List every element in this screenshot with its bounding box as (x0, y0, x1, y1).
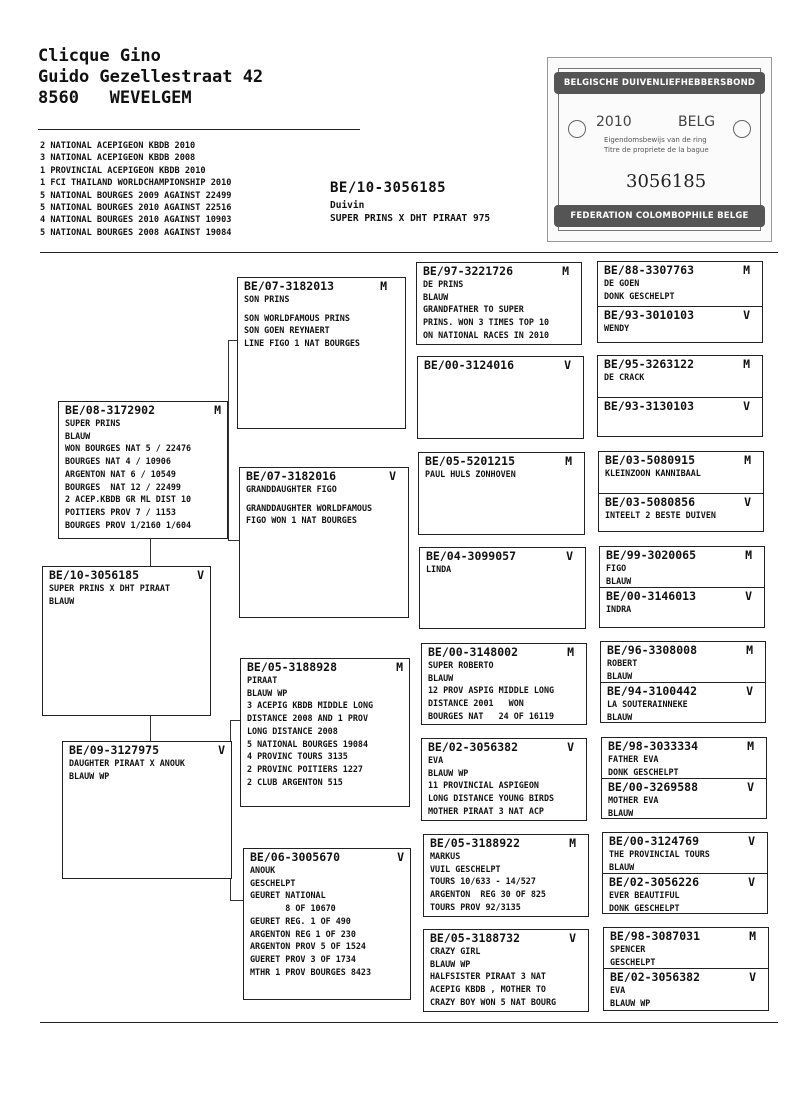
sex-marker: V (569, 931, 576, 945)
ring-number: BE/05-5201215 (425, 454, 516, 468)
pigeon-info: 3 ACEPIG KBDB MIDDLE LONG (247, 700, 374, 711)
owner-city-line (38, 88, 263, 109)
pigeon-info: DISTANCE 2008 AND 1 PROV (247, 713, 369, 724)
pigeon-info: TOURS PROV 92/3135 (430, 901, 521, 912)
pigeon-info: FATHER EVA (608, 754, 659, 764)
pigeon-info: PIRAAT (247, 675, 278, 685)
sex-marker: V (197, 568, 204, 582)
pigeon-info: DE CRACK (604, 372, 645, 382)
certificate-line-1: Eigendomsbewijs van de ring (604, 136, 707, 144)
sex-marker: M (214, 403, 221, 417)
ring-number: BE/00-3124769 (609, 834, 700, 848)
ring-number: BE/94-3100442 (607, 684, 698, 699)
pigeon-info: BLAUW (607, 670, 633, 681)
dam-box (62, 741, 232, 879)
certificate-country: BELG (678, 114, 716, 130)
pigeon-info: LA SOUTERAINNEKE (607, 699, 688, 710)
pigeon-info: LINE FIGO 1 NAT BOURGES (244, 338, 360, 349)
ring-number: BE/00-3124016 (424, 358, 515, 372)
pigeon-info: GUERET PROV 3 OF 1734 (250, 953, 356, 964)
ring-number: BE/07-3182016 (246, 469, 337, 483)
pigeon-info: MOTHER EVA (608, 795, 659, 806)
sex-marker: M (567, 645, 574, 659)
ring-number: BE/93-3130103 (604, 398, 695, 413)
sex-marker: M (562, 264, 569, 278)
crest-left-icon (568, 120, 586, 138)
pigeon-info: DAUGHTER PIRAAT X ANOUK (69, 758, 185, 768)
pigeon-info: FIGO WON 1 NAT BOURGES (246, 515, 357, 526)
ring-number: BE/02-3056382 (610, 970, 701, 985)
pigeon-info: 2 ACEP.KBDB GR ML DIST 10 (65, 494, 192, 505)
sex-marker: V (397, 850, 404, 864)
pigeon-info: TOURS 10/633 - 14/527 (430, 876, 536, 887)
sex-marker: M (744, 453, 751, 467)
sex-marker: V (745, 589, 752, 604)
pigeon-info: THE PROVINCIAL TOURS (609, 849, 710, 859)
owner-city: WEVELGEM (109, 88, 192, 108)
sex-marker: M (746, 643, 753, 657)
sex-marker: V (218, 743, 225, 757)
pigeon-info: SUPER PRINS X DHT PIRAAT (49, 583, 171, 593)
result-item: 5 NATIONAL BOURGES 2008 AGAINST 19084 (40, 227, 232, 238)
certificate-year: 2010 (596, 114, 632, 130)
pigeon-info: POITIERS PROV 7 / 1153 (65, 506, 176, 517)
result-item: 2 NATIONAL ACEPIGEON KBDB 2010 (40, 141, 196, 151)
great-grandparents-box (599, 546, 765, 628)
pigeon-info: WON BOURGES NAT 5 / 22476 (65, 443, 192, 454)
sire-sire-dam-box (417, 356, 584, 439)
pigeon-info: GESCHELPT (610, 956, 656, 967)
sex-marker: M (743, 263, 750, 277)
result-item: 5 NATIONAL BOURGES 2010 AGAINST 22516 (40, 203, 232, 214)
pigeon-info: DONK GESCHELPT (609, 903, 680, 914)
ring-number: BE/05-3188732 (430, 931, 521, 945)
ring-number: BE/00-3146013 (606, 589, 697, 604)
dam-sire-dam-box (421, 738, 587, 821)
pigeon-info: CRAZY GIRL (430, 946, 481, 956)
pigeon-info: ANOUK (250, 865, 276, 875)
pigeon-info: GRANDDAUGHTER WORLDFAMOUS (246, 502, 373, 513)
pigeon-info: BLAUW (606, 575, 632, 586)
subject-breed: Duivin (330, 200, 365, 211)
ring-number: BE/09-3127975 (69, 743, 160, 757)
ring-number: BE/99-3020065 (606, 548, 697, 562)
sex-marker: V (748, 875, 755, 890)
dam-dam-sire-box (423, 834, 589, 917)
crest-right-icon (733, 120, 751, 138)
great-grandparents-box (601, 737, 767, 819)
sex-marker: V (743, 308, 750, 323)
pigeon-info: GESCHELPT (250, 877, 296, 888)
ring-certificate (547, 57, 772, 242)
pigeon-info: BOURGES NAT 4 / 10906 (65, 456, 171, 467)
sex-marker: V (744, 494, 751, 509)
sex-marker: M (380, 279, 387, 293)
ring-number: BE/97-3221726 (423, 264, 514, 278)
pigeon-info: PRINS. WON 3 TIMES TOP 10 (423, 317, 550, 328)
ring-number: BE/00-3269588 (608, 780, 699, 795)
result-item: 4 NATIONAL BOURGES 2010 AGAINST 10903 (40, 215, 232, 226)
result-item: 1 PROVINCIAL ACEPIGEON KBDB 2010 (40, 165, 206, 176)
connector-line (150, 538, 151, 566)
result-item: 1 FCI THAILAND WORLDCHAMPIONSHIP 2010 (40, 178, 232, 189)
ring-number: BE/95-3263122 (604, 357, 695, 371)
pigeon-info: ARGENTON PROV 5 OF 1524 (250, 941, 366, 952)
pigeon-info: EVA (428, 755, 444, 765)
sex-marker: M (747, 739, 754, 753)
ring-number: BE/05-3188928 (247, 660, 338, 674)
great-grandparents-box (597, 355, 763, 437)
certificate-number: 3056185 (626, 171, 707, 192)
ring-number: BE/10-3056185 (49, 568, 140, 582)
ring-number: BE/88-3307763 (604, 263, 695, 277)
sire-dam-dam-box (419, 547, 586, 629)
pigeon-info: GRANDDAUGHTER FIGO (246, 484, 337, 494)
pigeon-info: 11 PROVINCIAL ASPIGEON (428, 780, 539, 791)
pigeon-info: MTHR 1 PROV BOURGES 8423 (250, 966, 372, 977)
sex-marker: V (746, 684, 753, 699)
pigeon-info: BLAUW WP (610, 998, 651, 1009)
ring-number: BE/00-3148002 (428, 645, 519, 659)
dam-sire-box (240, 658, 410, 807)
connector-line (150, 716, 151, 742)
pigeon-info: PAUL HULS ZONHOVEN (425, 469, 516, 479)
pigeon-info: BOURGES NAT 12 / 22499 (65, 481, 181, 492)
pigeon-info: FIGO (606, 563, 627, 573)
pigeon-info: LONG DISTANCE YOUNG BIRDS (428, 793, 555, 804)
pigeon-info: 8 OF 10670 (250, 903, 336, 914)
ring-number: BE/03-5080856 (605, 494, 696, 509)
dam-sire-sire-box (421, 643, 587, 725)
pigeon-info: DE PRINS (423, 279, 464, 289)
owner-name: Clicque Gino (38, 46, 161, 66)
pigeon-info: CRAZY BOY WON 5 NAT BOURG (430, 996, 557, 1007)
pigeon-info: 5 NATIONAL BOURGES 19084 (247, 738, 369, 749)
sex-marker: M (565, 454, 572, 468)
great-grandparents-box (597, 261, 763, 343)
pigeon-info: BOURGES NAT 24 OF 16119 (428, 710, 555, 721)
pigeon-info: SUPER PRINS (65, 418, 121, 428)
sire-dam-box (239, 467, 409, 618)
pigeon-info: SON PRINS (244, 294, 290, 304)
ring-number: BE/02-3056382 (428, 740, 519, 754)
pigeon-info: VUIL GESCHELPT (430, 863, 501, 874)
pigeon-info: BLAUW (65, 430, 91, 441)
pigeon-info: ARGENTON REG 1 OF 230 (250, 928, 356, 939)
sire-dam-sire-box (418, 452, 585, 535)
great-grandparents-box (598, 451, 764, 532)
pigeon-info: SON WORLDFAMOUS PRINS (244, 312, 350, 323)
pigeon-info: ACEPIG KBDB , MOTHER TO (430, 984, 546, 995)
pigeon-info: 2 PROVINC POITIERS 1227 (247, 763, 363, 774)
sex-marker: V (566, 549, 573, 563)
pigeon-info: 2 CLUB ARGENTON 515 (247, 776, 343, 787)
sex-marker: V (389, 469, 396, 483)
certificate-top-band: BELGISCHE DUIVENLIEFHEBBERSBOND (554, 72, 765, 94)
pigeon-info: BLAUW WP (69, 770, 110, 781)
subject-pigeon (330, 180, 490, 225)
header-divider (38, 129, 360, 130)
sex-marker: M (749, 929, 756, 943)
pigeon-info: 4 PROVINC TOURS 3135 (247, 751, 348, 762)
certificate-line-2: Titre de propriete de la bague (604, 146, 709, 154)
subject-ring: BE/10-3056185 (330, 180, 447, 196)
pedigree-top-divider (40, 252, 778, 253)
sex-marker: M (745, 548, 752, 562)
ring-number: BE/05-3188922 (430, 836, 521, 850)
pigeon-info: HALFSISTER PIRAAT 3 NAT (430, 971, 546, 982)
pigeon-info: LONG DISTANCE 2008 (247, 725, 338, 736)
pigeon-info: INDRA (606, 604, 632, 615)
pigeon-info: BLAUW (608, 808, 634, 819)
owner-street: Guido Gezellestraat 42 (38, 67, 264, 87)
pigeon-info: GEURET REG. 1 OF 490 (250, 915, 351, 926)
result-item: 3 NATIONAL ACEPIGEON KBDB 2008 (40, 153, 196, 164)
great-grandparents-box (600, 641, 766, 723)
pigeon-info: EVER BEAUTIFUL (609, 890, 680, 901)
pigeon-info: MOTHER PIRAAT 3 NAT ACP (428, 805, 544, 816)
pedigree-subject-box (42, 566, 211, 716)
pigeon-info: BLAUW (49, 595, 75, 606)
sex-marker: V (749, 970, 756, 985)
results-list (40, 140, 231, 239)
ring-number: BE/98-3033334 (608, 739, 699, 753)
pigeon-info: INTEELT 2 BESTE DUIVEN (605, 509, 716, 520)
ring-number: BE/02-3056226 (609, 875, 700, 890)
ring-number: BE/98-3087031 (610, 929, 701, 943)
great-grandparents-box (603, 927, 769, 1011)
ring-number: BE/08-3172902 (65, 403, 156, 417)
pigeon-info: LINDA (426, 564, 452, 574)
sex-marker: M (743, 357, 750, 371)
result-item: 5 NATIONAL BOURGES 2009 AGAINST 22499 (40, 190, 232, 201)
pigeon-info: DISTANCE 2001 WON (428, 698, 524, 709)
owner-address (38, 46, 263, 109)
pigeon-info: ROBERT (607, 658, 638, 668)
pigeon-info: GEURET NATIONAL (250, 890, 326, 901)
sire-box (58, 401, 228, 539)
pigeon-info: BLAUW WP (430, 958, 471, 969)
pigeon-info: DE GOEN (604, 278, 640, 288)
sire-sire-sire-box (416, 262, 582, 345)
ring-number: BE/04-3099057 (426, 549, 517, 563)
pigeon-info: BLAUW (607, 712, 633, 723)
pigeon-info: EVA (610, 985, 626, 996)
dam-dam-dam-box (423, 929, 589, 1012)
ring-number: BE/93-3010103 (604, 308, 695, 323)
ring-number: BE/06-3005670 (250, 850, 341, 864)
pigeon-info: BLAUW (423, 291, 449, 302)
pigeon-info: 12 PROV ASPIG MIDDLE LONG (428, 685, 555, 696)
pigeon-info: DONK GESCHELPT (604, 290, 675, 301)
pigeon-info: SPENCER (610, 944, 646, 954)
great-grandparents-box (602, 832, 768, 914)
sex-marker: V (748, 834, 755, 848)
pigeon-info: DONK GESCHELPT (608, 766, 679, 777)
pigeon-info: KLEINZOON KANNIBAAL (605, 468, 701, 478)
pigeon-info: WENDY (604, 323, 630, 334)
sex-marker: V (747, 780, 754, 795)
ring-number: BE/07-3182013 (244, 279, 335, 293)
ring-number: BE/96-3308008 (607, 643, 698, 657)
pigeon-info: ARGENTON REG 30 OF 825 (430, 889, 546, 900)
pigeon-info: BLAUW (609, 861, 635, 872)
subject-cross: SUPER PRINS X DHT PIRAAT 975 (330, 213, 491, 224)
pigeon-info: GRANDFATHER TO SUPER (423, 304, 524, 315)
sex-marker: V (564, 358, 571, 372)
sex-marker: V (743, 398, 750, 413)
pigeon-info: ARGENTON NAT 6 / 10549 (65, 468, 176, 479)
connector-line (228, 340, 229, 540)
owner-postal: 8560 (38, 88, 79, 108)
pigeon-info: BOURGES PROV 1/2160 1/604 (65, 519, 192, 530)
pigeon-info: SUPER ROBERTO (428, 660, 494, 670)
pigeon-info: BLAUW (428, 672, 454, 683)
pedigree-bottom-divider (40, 1022, 778, 1023)
ring-number: BE/03-5080915 (605, 453, 696, 467)
sex-marker: V (567, 740, 574, 754)
sire-sire-box (237, 277, 406, 429)
certificate-bottom-band: FEDERATION COLOMBOPHILE BELGE (554, 205, 765, 227)
pigeon-info: MARKUS (430, 851, 461, 861)
connector-line (230, 720, 240, 721)
pigeon-info: SON GOEN REYNAERT (244, 325, 330, 336)
pigeon-info: ON NATIONAL RACES IN 2010 (423, 329, 550, 340)
sex-marker: M (396, 660, 403, 674)
connector-line (230, 900, 244, 901)
dam-dam-box (243, 848, 411, 1000)
pigeon-info: BLAUW WP (428, 767, 469, 778)
pigeon-info: BLAUW WP (247, 687, 288, 698)
sex-marker: M (569, 836, 576, 850)
